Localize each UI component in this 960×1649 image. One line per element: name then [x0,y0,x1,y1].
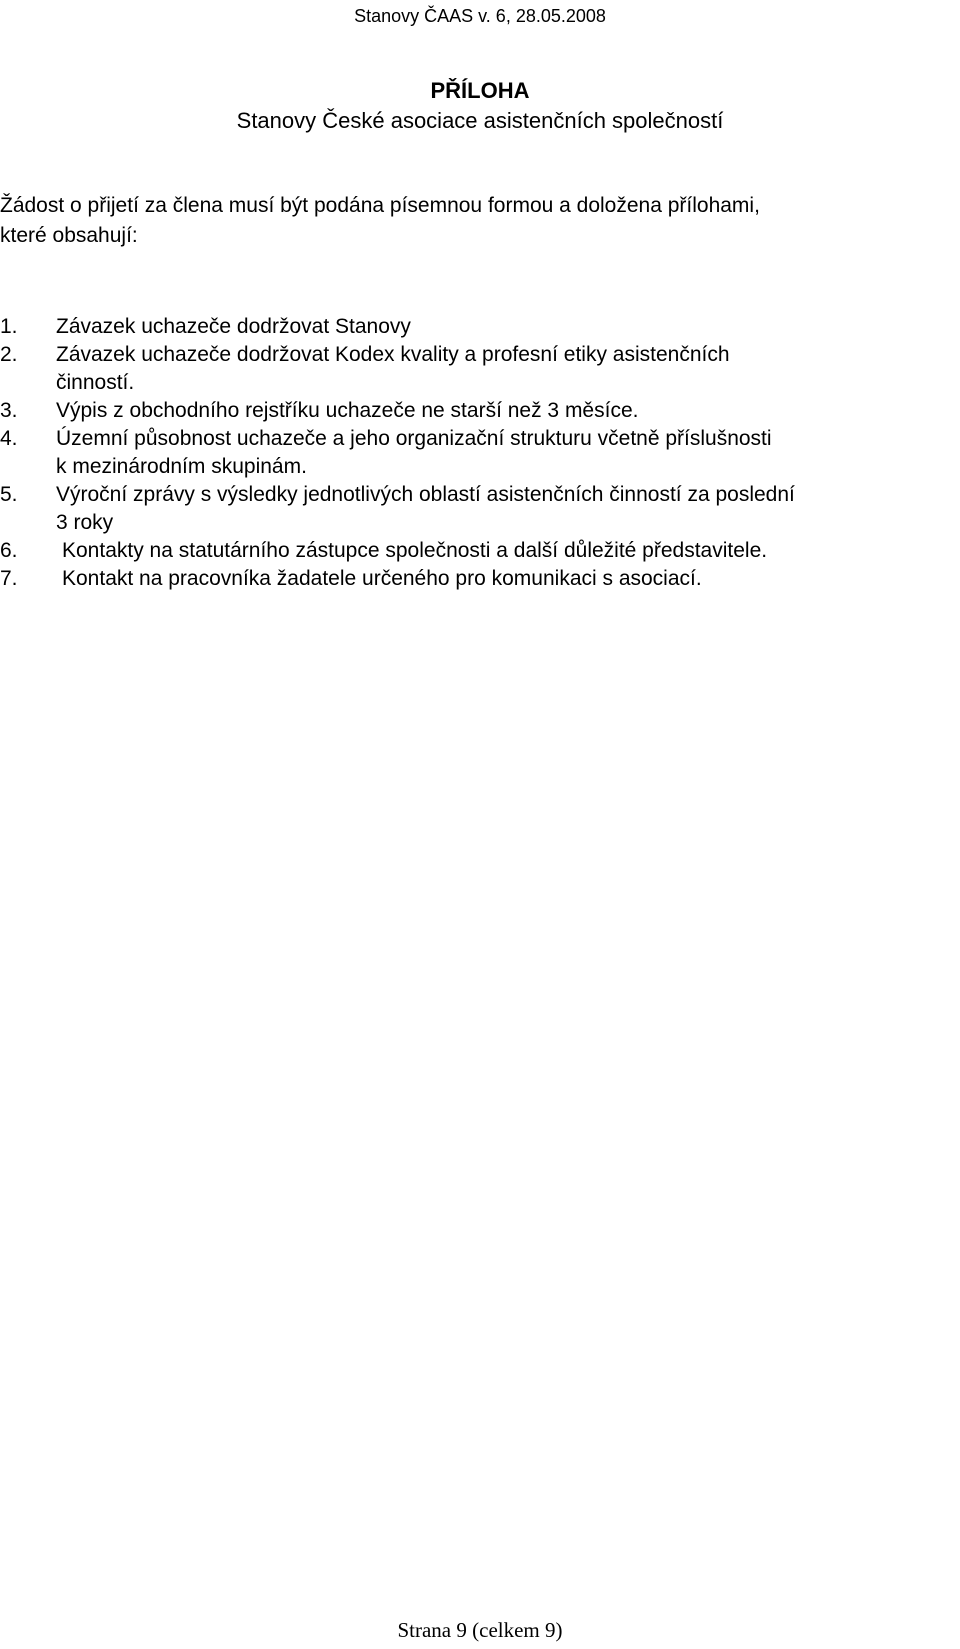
list-item-text: Závazek uchazeče dodržovat Stanovy [56,315,411,338]
list-item-number: 5. [0,483,18,506]
list-item-text: Kontakty na statutárního zástupce společnosti a další důležité představitele. [62,539,768,562]
list-item [0,397,960,425]
list-item [0,341,960,397]
attachment-list [0,313,960,593]
list-item-number: 4. [0,427,18,450]
list-item-text-continued: k mezinárodním skupinám. [56,455,307,478]
intro-line-1: Žádost o přijetí za člena musí být podána písemnou formou a doložena přílohami, [0,194,760,217]
list-item-text: Výpis z obchodního rejstříku uchazeče ne starší než 3 měsíce. [56,399,639,422]
list-item-text-continued: 3 roky [56,511,114,534]
intro-line-2: které obsahují: [0,224,138,247]
list-item [0,537,960,565]
page-header: Stanovy ČAAS v. 6, 28.05.2008 [354,6,606,26]
list-item-number: 7. [0,567,18,590]
list-item [0,425,960,481]
list-item-number: 6. [0,539,18,562]
list-item-number: 3. [0,399,18,422]
list-item-text: Kontakt na pracovníka žadatele určeného pro komunikaci s asociací. [62,567,702,590]
intro-paragraph [0,191,945,251]
list-item [0,481,960,537]
page-footer: Strana 9 (celkem 9) [397,1618,563,1642]
list-item-number: 1. [0,315,18,338]
list-item [0,565,960,593]
document-subtitle: Stanovy České asociace asistenčních společností [236,108,724,133]
list-item-text: Územní působnost uchazeče a jeho organizační strukturu včetně příslušnosti [56,427,772,450]
list-item-text: Výroční zprávy s výsledky jednotlivých oblastí asistenčních činností za poslední [56,483,795,506]
document-title: PŘÍLOHA [430,78,530,103]
title-block [0,76,960,136]
list-item-text-continued: činností. [56,371,135,394]
list-item-number: 2. [0,343,18,366]
list-item-text: Závazek uchazeče dodržovat Kodex kvality a profesní etiky asistenčních [56,343,730,366]
list-item [0,313,960,341]
